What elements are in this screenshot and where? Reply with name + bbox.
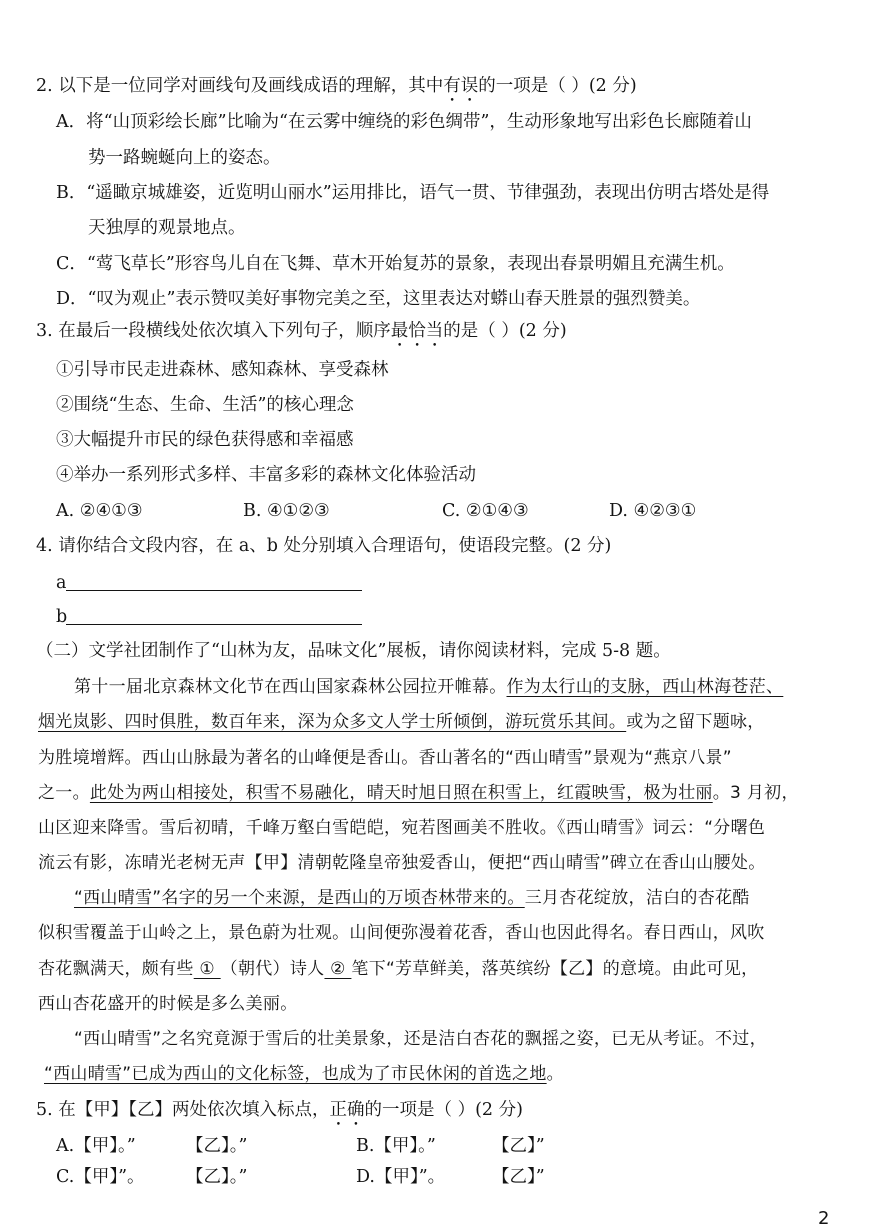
q5-option-c-second: 【乙】。” [186,1167,248,1187]
q5-option-d-second: 【乙】” [492,1167,545,1187]
q2-option-d: D．“叹为观止”表示赞叹美好事物完美之至，这里表达对蟒山春天胜景的强烈赞美。 [56,289,701,309]
q4-stem: 4. 请你结合文段内容，在 a、b 处分别填入合理语句，使语段完整。(2 分) [36,536,612,556]
passage-p3-line1: “西山晴雪”之名究竟源于雪后的壮美景象，还是洁白杏花的飘摇之姿，已无从考证。不过， [74,1029,767,1049]
q4-label-b: b [56,607,68,627]
section2-intro: （二）文学社团制作了“山林为友，品味文化”展板，请你阅读材料，完成 5-8 题。 [36,641,671,661]
q2-stem-tail: 的一项是（ ）(2 分) [478,76,637,96]
q3-option-c: C. ②①④③ [442,501,529,521]
passage-underlined-sentence: “西山晴雪”名字的另一个来源，是西山的万顷杏林带来的。 [74,888,525,908]
q5-stem-emphasis: 正确 [329,1100,365,1120]
q5-option-d: D.【甲】”。 [356,1167,446,1187]
passage-p2-line3 [38,956,758,982]
passage-text: 或为之留下题咏， [626,712,765,732]
q2-option-a-cont: 势一路蜿蜒向上的姿态。 [88,148,281,168]
page-number: 2 [818,1208,830,1229]
passage-p1-line1 [74,674,783,700]
q5-stem [36,1097,523,1130]
passage-text: 。3 月初， [712,783,799,803]
q3-item-4: ④举办一系列形式多样、丰富多彩的森林文化体验活动 [56,465,476,485]
q2-option-c: C．“莺飞草长”形容鸟儿自在飞舞、草木开始复苏的景象，表现出春景明媚且充满生机。 [56,254,735,274]
passage-text: 第十一届北京森林文化节在西山国家森林公园拉开帷幕。 [74,677,507,697]
passage-underlined-sentence: 作为太行山的支脉，西山林海苍茫、 [506,677,784,697]
q5-option-b: B.【甲】。” [356,1136,436,1156]
passage-p1-line2 [38,709,765,735]
q4-label-a: a [56,573,67,593]
q3-item-1: ①引导市民走进森林、感知森林、享受森林 [56,360,389,380]
passage-p1-line4 [38,780,799,806]
passage-text: 之一。 [38,783,90,803]
passage-text: 三月杏花绽放，洁白的杏花酷 [524,888,750,908]
blank-2[interactable]: ② [324,959,352,979]
blank-1[interactable]: ① [193,959,221,979]
q5-stem-tail: 的一项是（ ）(2 分) [364,1100,523,1120]
q3-stem-text: 3. 在最后一段横线处依次填入下列句子，顺序 [36,321,391,341]
passage-p2-line4: 西山杏花盛开的时候是多么美丽。 [38,994,298,1014]
passage-p1-line3: 为胜境增辉。西山山脉最为著名的山峰便是香山。香山著名的“西山晴雪”景观为“燕京八景” [38,748,732,768]
q5-stem-text: 5. 在【甲】【乙】两处依次填入标点， [36,1100,330,1120]
q2-stem [36,73,637,106]
passage-text: 杏花飘满天，颇有些 [38,959,194,979]
q2-option-b-cont: 天独厚的观景地点。 [88,218,246,238]
q4-answer-line-a[interactable] [66,590,362,591]
passage-underlined-sentence: 此处为两山相接处，积雪不易融化，晴天时旭日照在积雪上，红霞映雪，极为壮丽 [89,783,713,803]
passage-underlined-sentence: 烟光岚影、四时俱胜，数百年来，深为众多文人学士所倾倒，游玩赏乐其间。 [38,712,627,732]
q5-option-c: C.【甲】”。 [56,1167,145,1187]
passage-text: 笔下“芳草鲜美，落英缤纷【乙】的意境。由此可见， [351,959,759,979]
q5-option-a: A.【甲】。” [56,1136,136,1156]
q4-answer-line-b[interactable] [66,624,362,625]
q3-item-2: ②围绕“生态、生命、生活”的核心理念 [56,395,354,415]
q5-option-b-second: 【乙】” [492,1136,545,1156]
q3-option-b: B. ④①②③ [243,501,330,521]
q2-stem-emphasis: 有误 [443,76,479,96]
passage-text: 。 [546,1064,564,1084]
q2-stem-text: 2. 以下是一位同学对画线句及画线成语的理解，其中 [36,76,444,96]
q3-option-a: A. ②④①③ [56,501,143,521]
passage-text: （朝代）诗人 [220,959,325,979]
passage-p2-line2: 似积雪覆盖于山岭之上，景色蔚为壮观。山间便弥漫着花香，香山也因此得名。春日西山，风吹 [38,923,765,943]
passage-p3-line2 [44,1061,564,1087]
q2-option-b: B．“遥瞰京城雄姿，近览明山丽水”运用排比，语气一贯、节律强劲，表现出仿明古塔处是得 [56,183,770,203]
passage-p2-line1 [74,885,750,911]
q3-item-3: ③大幅提升市民的绿色获得感和幸福感 [56,430,354,450]
q3-option-d: D. ④②③① [609,501,697,521]
passage-p1-line5: 山区迎来降雪。雪后初晴，千峰万壑白雪皑皑，宛若图画美不胜收。《西山晴雪》词云：“分曙色 [38,818,766,838]
passage-p1-line6: 流云有影，冻晴光老树无声【甲】清朝乾隆皇帝独爱香山，便把“西山晴雪”碑立在香山山腰处。 [38,853,766,873]
q5-option-a-second: 【乙】。” [186,1136,248,1156]
q3-stem [36,318,567,351]
passage-underlined-sentence: “西山晴雪”已成为西山的文化标签，也成为了市民休闲的首选之地 [44,1064,547,1084]
q2-option-a: A．将“山顶彩绘长廊”比喻为“在云雾中缠绕的彩色绸带”，生动形象地写出彩色长廊随着山 [56,112,752,132]
q3-stem-tail: 的是（ ）(2 分) [443,321,567,341]
q3-stem-emphasis: 最恰当 [390,321,444,341]
